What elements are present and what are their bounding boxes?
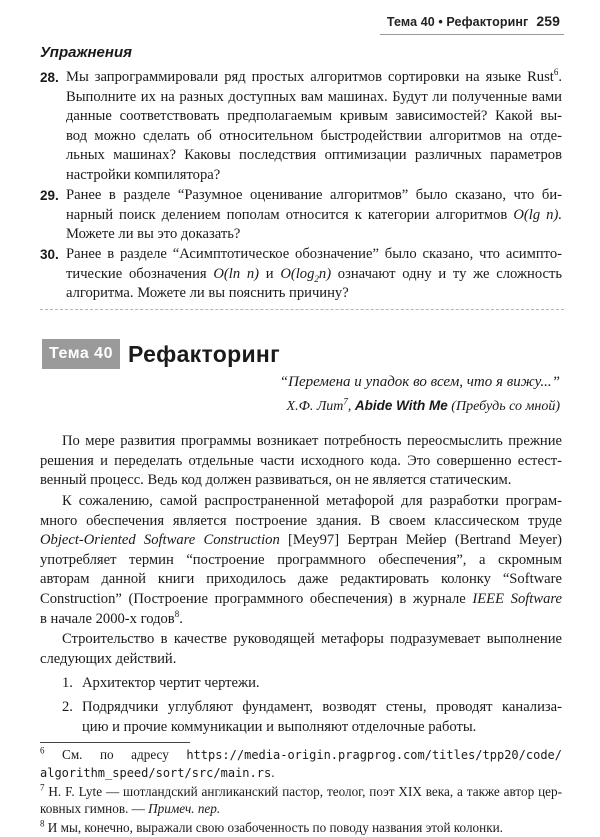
- book-title: Object-Oriented Software Construction: [40, 532, 280, 549]
- footnote-rule: [40, 742, 190, 743]
- exercise-line: Мы запрограммировали ряд простых алгоритмов сортировки на языке Rust$^6$.: [66, 67, 562, 85]
- paragraph-line: Construction” (Построение программного обеспечения) в журнале IEEE Software: [40, 590, 562, 607]
- footnote-line: ковных гимнов. — Примеч. пер.: [40, 801, 221, 816]
- running-header: [387, 13, 560, 29]
- list-number: 1.: [62, 675, 73, 691]
- paragraph-3: [40, 630, 562, 669]
- list-line: Архитектор чертит чертежи.: [82, 675, 260, 691]
- exercise-line: алгоритма. Можете ли вы пояснить причину?: [66, 285, 349, 302]
- song-title: Abide With Me: [354, 398, 448, 413]
- paragraph-line: авторам данной книги приходилось даже редактировать колонку “Software: [40, 571, 562, 588]
- footnote-line: $^7$ H. F. Lyte — шотландский англиканский пастор, теолог, поэт XIX века, а также автор цер-: [40, 782, 562, 799]
- translator-note: Примеч. пер.: [148, 801, 221, 816]
- magazine-title: IEEE Software: [472, 590, 562, 607]
- paragraph-line: в начале 2000-х годов$^8$.: [40, 608, 183, 627]
- footnote-6: [40, 746, 562, 782]
- exercise-30: [40, 245, 562, 304]
- footnote-url: algorithm_speed/sort/src/main.rs: [40, 766, 272, 780]
- notation-log2: $O(\log_2n)$: [280, 265, 332, 284]
- footnote-7: [40, 783, 562, 817]
- paragraph-line: решения и переделать отдельные части исходного кода. Это совершенно естест-: [40, 452, 562, 469]
- paragraph-2: [40, 492, 562, 629]
- exercise-number: 28.: [40, 70, 59, 85]
- footnote-8: [40, 819, 562, 836]
- footnote-line: $^6$ См. по адресу https://media-origin.pragprog.com/titles/tpp20/code/: [40, 745, 562, 762]
- list-number: 2.: [62, 699, 73, 715]
- topic-title: Рефакторинг: [128, 341, 280, 367]
- notation-ln: O(ln n): [213, 265, 260, 282]
- paragraph-line: венный процесс. Ведь код должен развиваться, он не является статическим.: [40, 472, 512, 489]
- paragraph-line: употребляет термин “построение программного обеспечения”, а скромным: [40, 551, 562, 568]
- exercise-number: 30.: [40, 247, 59, 262]
- complexity-notation: O(lg n).: [513, 206, 562, 223]
- exercises-heading: Упражнения: [40, 44, 132, 61]
- paragraph-line: По мере развития программы возникает потребность переосмыслить прежние: [62, 433, 562, 449]
- list-item: [40, 674, 562, 694]
- exercise-line: вод можно сделать об относительном быстродействии алгоритмов на отде-: [66, 127, 562, 144]
- epigraph-attribution: Х.Ф. Лит$^7$, Abide With Me (Пребудь со мной): [286, 396, 560, 414]
- header-rule: [380, 34, 564, 35]
- exercise-number: 29.: [40, 188, 59, 203]
- list-line: Подрядчики углубляют фундамент, возводят стены, проводят канализа-: [82, 699, 562, 715]
- page-number: 259: [536, 13, 560, 29]
- exercise-line: нарный поиск делением пополам относится к категории алгоритмов O(lg n).: [66, 206, 562, 223]
- topic-label: Тема 40: [42, 339, 120, 369]
- section-separator: [40, 309, 564, 310]
- exercise-line: тические обозначения O(ln n) и $O(\log_2n)$ означают одну и ту же сложность: [66, 265, 563, 284]
- footnote-ref: 6: [553, 67, 559, 78]
- footnote-ref: 7: [343, 396, 348, 407]
- exercise-line: настройки компилятора?: [66, 166, 221, 183]
- exercise-line: данные соответствовать предполагаемым кривым зависимостей? Какой вы-: [66, 108, 562, 125]
- list-item: [40, 698, 562, 737]
- exercise-line: Можете ли вы это доказать?: [66, 226, 241, 243]
- epigraph: “Перемена и упадок во всем, что я вижу...”: [279, 374, 560, 390]
- exercise-line: Ранее в разделе “Разумное оценивание алгоритмов” было сказано, что би-: [66, 187, 562, 203]
- footnote-url: https://media-origin.pragprog.com/titles/tpp20/code/: [186, 748, 562, 762]
- paragraph-line: Object-Oriented Software Construction [Mey97] Бертран Мейер (Bertrand Meyer): [40, 532, 562, 549]
- exercise-line: Ранее в разделе “Асимптотическое обозначение” было сказано, что асимпто-: [66, 246, 562, 262]
- paragraph-line: К сожалению, самой распространенной метафорой для разработки програм-: [62, 493, 562, 509]
- footnote-ref: 8: [174, 608, 180, 619]
- list-line: цию и прочие коммуникации и выполняют отделочные работы.: [82, 718, 477, 735]
- paragraph-line: следующих действий.: [40, 650, 177, 667]
- paragraph-1: [40, 432, 562, 491]
- exercise-line: льных машинах? Каковы последствия оптимизации различных параметров: [66, 147, 562, 164]
- exercise-28: [40, 68, 562, 186]
- exercise-29: [40, 186, 562, 245]
- footnote-line: algorithm_speed/sort/src/main.rs.: [40, 765, 275, 780]
- running-title: Тема 40 • Рефакторинг: [386, 15, 529, 29]
- paragraph-line: много обеспечения является построение здания. В своем классическом труде: [40, 512, 562, 529]
- paragraph-line: Строительство в качестве руководящей метафоры подразумевает выполнение: [62, 631, 562, 647]
- exercise-line: Выполните их на разных доступных вам машинах. Будут ли полученные вами: [66, 88, 562, 105]
- footnote-line: $^8$ И мы, конечно, выражали свою озабоченность по поводу названия этой колонки.: [40, 818, 503, 835]
